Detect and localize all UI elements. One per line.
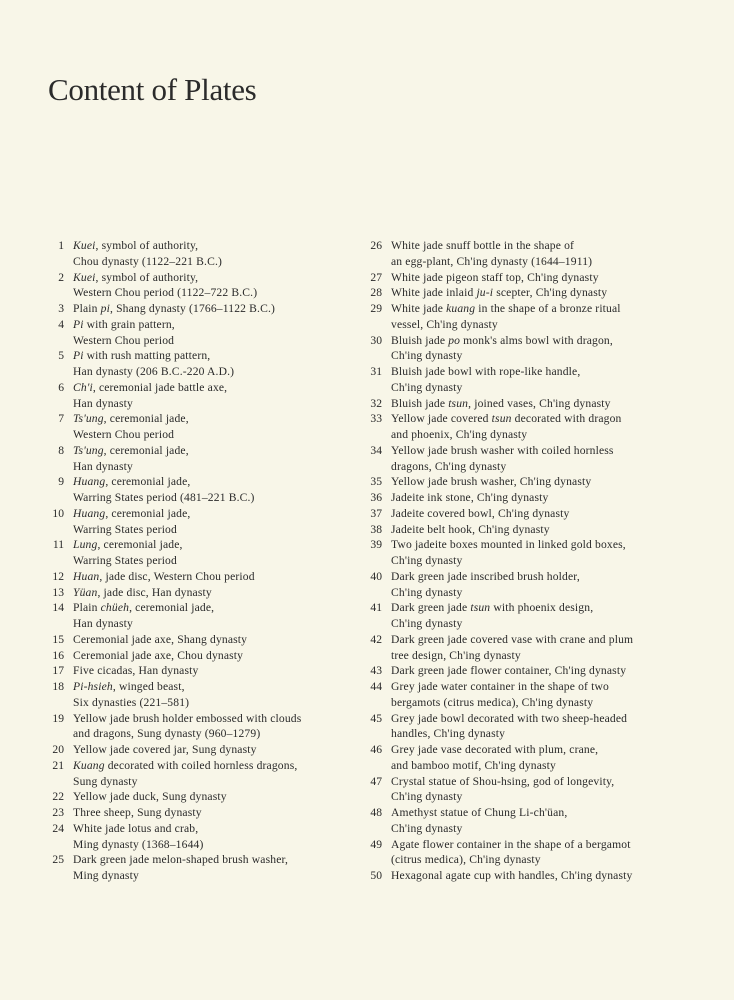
plate-text: with phoenix design, (490, 601, 594, 615)
plate-entry (40, 789, 360, 805)
plate-description (391, 742, 692, 774)
plate-text: vessel, Ch'ing dynasty (391, 317, 498, 331)
plate-text: Amethyst statue of Chung Li-ch'üan, (391, 806, 568, 819)
page-title: Content of Plates (48, 72, 257, 107)
plate-entry (352, 285, 692, 301)
plate-text: Bluish jade (391, 396, 449, 410)
plate-description (391, 474, 692, 490)
plate-entry (40, 537, 360, 569)
plate-description (391, 569, 692, 601)
plate-term-italic: Pi (73, 317, 84, 331)
plate-entry (352, 522, 692, 538)
plate-entry (40, 805, 360, 821)
plate-description (73, 821, 360, 853)
plate-description (73, 805, 360, 821)
plate-term-italic: tsun (448, 396, 469, 410)
plate-number: 20 (52, 743, 64, 756)
plate-description (73, 411, 360, 443)
plate-entry (40, 663, 360, 679)
plate-text: Yellow jade brush holder embossed with clouds (73, 711, 302, 725)
plate-entry (40, 238, 360, 270)
plate-number: 22 (52, 790, 64, 804)
plate-description (73, 663, 360, 679)
plate-number: 6 (58, 380, 64, 394)
plate-term-italic: Ch'i (73, 380, 93, 394)
plate-entry (352, 569, 692, 601)
plate-text: Western Chou period (73, 333, 175, 347)
plate-entry (40, 474, 360, 506)
plate-term-italic: Kuei (73, 270, 96, 284)
plate-number: 49 (370, 837, 382, 851)
plate-description (73, 317, 360, 349)
plate-entry (352, 474, 692, 490)
plate-text: Ch'ing dynasty (391, 380, 463, 394)
plate-number: 17 (52, 664, 64, 678)
plate-text: Ch'ing dynasty (391, 554, 463, 567)
plate-number: 28 (370, 286, 382, 300)
plate-description (391, 679, 692, 711)
plate-description (391, 333, 692, 365)
plate-entry (40, 380, 360, 412)
plate-text: , jade disc, Han dynasty (97, 585, 212, 599)
plate-text: , symbol of authority, (95, 239, 199, 252)
plate-entry (352, 411, 692, 443)
plate-number: 21 (52, 758, 64, 772)
plate-text: , joined vases, Ch'ing dynasty (468, 396, 611, 410)
plate-number: 31 (370, 365, 382, 378)
plate-text: Ceremonial jade axe, Shang dynasty (73, 632, 248, 646)
plate-description (73, 679, 360, 711)
plate-description (73, 632, 360, 648)
plate-text: in the shape of a bronze ritual (475, 302, 621, 315)
plate-description (391, 600, 692, 632)
plate-entry (352, 396, 692, 412)
plate-number: 47 (370, 774, 382, 788)
plate-text: White jade pigeon staff top, Ch'ing dynasty (391, 270, 599, 284)
plate-number: 10 (52, 506, 64, 520)
plate-text: Sung dynasty (73, 774, 138, 788)
plate-number: 24 (52, 821, 64, 835)
plate-text: decorated with coiled hornless dragons, (104, 758, 298, 772)
plate-text: Plain (73, 601, 101, 615)
plate-number: 39 (370, 538, 382, 552)
plate-description (73, 585, 360, 601)
plate-text: bergamots (citrus medica), Ch'ing dynasty (391, 695, 594, 709)
plate-text: Three sheep, Sung dynasty (73, 806, 202, 819)
plate-text: (citrus medica), Ch'ing dynasty (391, 853, 541, 867)
plate-description (391, 364, 692, 396)
plate-entry (352, 506, 692, 522)
plate-entry (40, 585, 360, 601)
plate-text: handles, Ch'ing dynasty (391, 727, 506, 741)
plate-entry (40, 679, 360, 711)
plate-description (391, 837, 692, 869)
plate-number: 16 (52, 648, 64, 662)
plate-number: 12 (52, 569, 64, 583)
plate-entry (352, 774, 692, 806)
plate-number: 44 (370, 680, 382, 693)
plate-description (73, 852, 360, 884)
plate-text: Yellow jade brush washer, Ch'ing dynasty (391, 475, 592, 489)
plate-text: Ceremonial jade axe, Chou dynasty (73, 648, 244, 662)
plate-number: 38 (370, 522, 382, 536)
plate-number: 19 (52, 711, 64, 725)
plate-text: , ceremonial jade, (105, 506, 191, 520)
plate-number: 30 (370, 333, 382, 347)
plate-description (391, 774, 692, 806)
plate-entry (40, 821, 360, 853)
plate-number: 9 (58, 475, 64, 489)
plates-list-left (40, 238, 360, 884)
plate-description (391, 396, 692, 412)
plate-description (73, 301, 360, 317)
plate-entry (352, 270, 692, 286)
plate-term-italic: Yüan (73, 585, 98, 599)
plate-text: Hexagonal agate cup with handles, Ch'ing dynasty (391, 869, 633, 882)
plate-entry (352, 632, 692, 664)
plate-number: 34 (370, 443, 382, 457)
plate-term-italic: po (448, 333, 461, 347)
plate-text: Han dynasty (73, 459, 133, 473)
plate-description (391, 632, 692, 664)
plate-number: 29 (370, 302, 382, 315)
plate-entry (352, 600, 692, 632)
plate-text: Chou dynasty (1122–221 B.C.) (73, 254, 223, 268)
plate-number: 8 (58, 443, 64, 457)
plate-entry (352, 443, 692, 475)
plate-number: 2 (58, 270, 64, 284)
plate-description (391, 868, 692, 884)
plate-text: White jade inlaid (391, 286, 477, 300)
plate-text: Agate flower container in the shape of a bergamot (391, 837, 631, 851)
plate-description (73, 238, 360, 270)
plate-text: Dark green jade flower container, Ch'ing dynasty (391, 664, 627, 678)
plate-description (73, 711, 360, 743)
plate-term-italic: ju-i (476, 286, 494, 300)
plate-text: Jadeite ink stone, Ch'ing dynasty (391, 491, 549, 504)
plate-number: 3 (58, 302, 64, 315)
plate-text: , ceremonial jade battle axe, (92, 380, 228, 394)
plate-entry (352, 364, 692, 396)
plate-text: Six dynasties (221–581) (73, 695, 190, 709)
plate-number: 23 (52, 806, 64, 819)
plate-text: Ming dynasty (1368–1644) (73, 837, 204, 851)
plate-number: 15 (52, 632, 64, 646)
plate-entry (40, 600, 360, 632)
plate-number: 7 (58, 412, 64, 426)
plate-text: Western Chou period (1122–722 B.C.) (73, 286, 258, 300)
plate-text: Warring States period (73, 522, 177, 536)
plate-entry (352, 742, 692, 774)
plate-entry (40, 506, 360, 538)
plate-number: 27 (370, 270, 382, 284)
plate-text: , jade disc, Western Chou period (99, 569, 255, 583)
plate-term-italic: Kuei (73, 239, 96, 252)
plate-text: Yellow jade brush washer with coiled hornless (391, 443, 614, 457)
plate-text: Dark green jade melon-shaped brush washer, (73, 853, 289, 867)
plate-entry (352, 663, 692, 679)
plate-description (391, 506, 692, 522)
plate-description (73, 600, 360, 632)
plate-description (391, 301, 692, 333)
plate-number: 25 (52, 853, 64, 867)
plate-entry (40, 758, 360, 790)
plate-text: Ch'ing dynasty (391, 617, 463, 630)
plate-entry (352, 711, 692, 743)
plate-text: , ceremonial jade, (103, 412, 189, 426)
plate-description (73, 270, 360, 302)
plate-text: , ceremonial jade, (103, 443, 189, 457)
plate-text: Ch'ing dynasty (391, 349, 463, 363)
plate-text: , symbol of authority, (95, 270, 199, 284)
plate-text: Yellow jade covered jar, Sung dynasty (73, 743, 257, 756)
plate-text: scepter, Ch'ing dynasty (493, 286, 608, 300)
plate-number: 41 (370, 601, 382, 615)
plate-text: Jadeite covered bowl, Ch'ing dynasty (391, 506, 570, 520)
plate-description (391, 443, 692, 475)
plate-text: and bamboo motif, Ch'ing dynasty (391, 758, 557, 772)
plate-number: 1 (58, 239, 64, 252)
plate-entry (40, 648, 360, 664)
plate-text: , Shang dynasty (1766–1122 B.C.) (109, 302, 276, 315)
plate-description (73, 380, 360, 412)
plate-description (391, 805, 692, 837)
plate-term-italic: Lung (73, 538, 98, 552)
plate-text: Western Chou period (73, 428, 175, 441)
plate-text: Han dynasty (73, 396, 133, 410)
plate-text: tree design, Ch'ing dynasty (391, 648, 521, 662)
plate-entry (40, 348, 360, 380)
plate-description (391, 663, 692, 679)
plate-text: Dark green jade covered vase with crane and plum (391, 632, 634, 646)
plate-entry (352, 537, 692, 569)
plate-number: 11 (52, 538, 64, 552)
plate-text: , ceremonial jade, (105, 475, 191, 489)
plate-entry (40, 443, 360, 475)
plate-number: 5 (58, 349, 64, 363)
plate-text: Crystal statue of Shou-hsing, god of longevity, (391, 774, 615, 788)
plate-number: 26 (370, 239, 382, 252)
plate-entry (352, 301, 692, 333)
plate-number: 43 (370, 664, 382, 678)
plate-term-italic: Huan (73, 569, 100, 583)
plate-text: Grey jade vase decorated with plum, crane, (391, 743, 599, 756)
plate-number: 50 (370, 869, 382, 882)
plate-term-italic: pi (100, 302, 110, 315)
plate-term-italic: Kuang (73, 758, 105, 772)
plate-number: 40 (370, 569, 382, 583)
plate-number: 45 (370, 711, 382, 725)
plate-entry (352, 805, 692, 837)
plate-description (73, 648, 360, 664)
plate-text: Warring States period (73, 554, 177, 567)
plate-term-italic: Pi (73, 349, 84, 363)
plate-text: Dark green jade (391, 601, 471, 615)
plate-description (73, 537, 360, 569)
plate-entry (352, 238, 692, 270)
plate-term-italic: Pi-hsieh (73, 680, 113, 693)
plate-entry (40, 852, 360, 884)
plate-text: White jade lotus and crab, (73, 821, 199, 835)
plate-text: Grey jade water container in the shape of two (391, 680, 609, 693)
plate-entry (40, 270, 360, 302)
plate-description (73, 506, 360, 538)
plate-entry (352, 679, 692, 711)
plate-description (73, 789, 360, 805)
plate-description (73, 443, 360, 475)
plate-entry (352, 333, 692, 365)
plate-text: with grain pattern, (83, 317, 175, 331)
plate-number: 48 (370, 806, 382, 819)
plate-text: and dragons, Sung dynasty (960–1279) (73, 727, 261, 741)
plate-text: , winged beast, (112, 680, 185, 693)
plate-text: White jade (391, 302, 447, 315)
plate-term-italic: Huang (73, 475, 106, 489)
plate-text: Warring States period (481–221 B.C.) (73, 491, 255, 504)
plate-text: with rush matting pattern, (83, 349, 211, 363)
plate-description (391, 490, 692, 506)
plate-text: Ch'ing dynasty (391, 585, 463, 599)
plate-description (391, 270, 692, 286)
plate-entry (352, 868, 692, 884)
plate-term-italic: kuang (446, 302, 476, 315)
plate-entry (40, 569, 360, 585)
plate-number: 42 (370, 632, 382, 646)
plate-text: Five cicadas, Han dynasty (73, 664, 199, 678)
plate-description (391, 711, 692, 743)
plate-number: 37 (370, 506, 382, 520)
plate-text: Jadeite belt hook, Ch'ing dynasty (391, 522, 550, 536)
plate-term-italic: Ts'ung (73, 412, 104, 426)
plate-entry (40, 317, 360, 349)
plate-number: 4 (58, 317, 64, 331)
plate-text: decorated with dragon (511, 412, 622, 426)
plate-text: Bluish jade (391, 333, 449, 347)
plate-description (73, 569, 360, 585)
plate-text: Han dynasty (206 B.C.-220 A.D.) (73, 365, 235, 378)
plates-list-right (352, 238, 692, 884)
plate-number: 32 (370, 396, 382, 410)
plate-text: Bluish jade bowl with rope-like handle, (391, 365, 581, 378)
plate-entry (40, 411, 360, 443)
plate-text: Ch'ing dynasty (391, 790, 463, 804)
plate-text: and phoenix, Ch'ing dynasty (391, 428, 528, 441)
plate-text: Yellow jade covered (391, 412, 492, 426)
plate-description (391, 522, 692, 538)
plate-text: Han dynasty (73, 617, 133, 630)
plate-description (391, 537, 692, 569)
plate-number: 18 (52, 680, 64, 693)
plate-term-italic: tsun (470, 601, 491, 615)
plate-term-italic: chüeh (100, 601, 130, 615)
plate-number: 35 (370, 475, 382, 489)
plate-text: an egg-plant, Ch'ing dynasty (1644–1911) (391, 254, 593, 268)
plate-number: 13 (52, 585, 64, 599)
plate-number: 46 (370, 743, 382, 756)
plate-text: monk's alms bowl with dragon, (460, 333, 613, 347)
plate-entry (40, 632, 360, 648)
plate-text: Two jadeite boxes mounted in linked gold boxes, (391, 538, 626, 552)
plate-text: , ceremonial jade, (97, 538, 183, 552)
plate-text: Plain (73, 302, 101, 315)
plate-number: 14 (52, 601, 64, 615)
plate-entry (40, 742, 360, 758)
plate-description (73, 474, 360, 506)
plate-number: 33 (370, 412, 382, 426)
plate-entry (352, 837, 692, 869)
plate-text: Dark green jade inscribed brush holder, (391, 569, 580, 583)
plate-description (391, 285, 692, 301)
plate-text: Ming dynasty (73, 869, 139, 882)
plate-entry (352, 490, 692, 506)
plate-description (391, 411, 692, 443)
plate-term-italic: Huang (73, 506, 106, 520)
plate-entry (40, 711, 360, 743)
plate-term-italic: Ts'ung (73, 443, 104, 457)
plate-text: dragons, Ch'ing dynasty (391, 459, 507, 473)
plate-number: 36 (370, 491, 382, 504)
plate-text: Grey jade bowl decorated with two sheep-headed (391, 711, 628, 725)
plate-term-italic: tsun (491, 412, 512, 426)
plate-text: Ch'ing dynasty (391, 821, 463, 835)
plate-text: , ceremonial jade, (129, 601, 215, 615)
plate-description (73, 348, 360, 380)
plate-text: Yellow jade duck, Sung dynasty (73, 790, 227, 804)
plate-description (73, 758, 360, 790)
plate-text: White jade snuff bottle in the shape of (391, 239, 575, 252)
plate-entry (40, 301, 360, 317)
plate-description (391, 238, 692, 270)
plate-description (73, 742, 360, 758)
